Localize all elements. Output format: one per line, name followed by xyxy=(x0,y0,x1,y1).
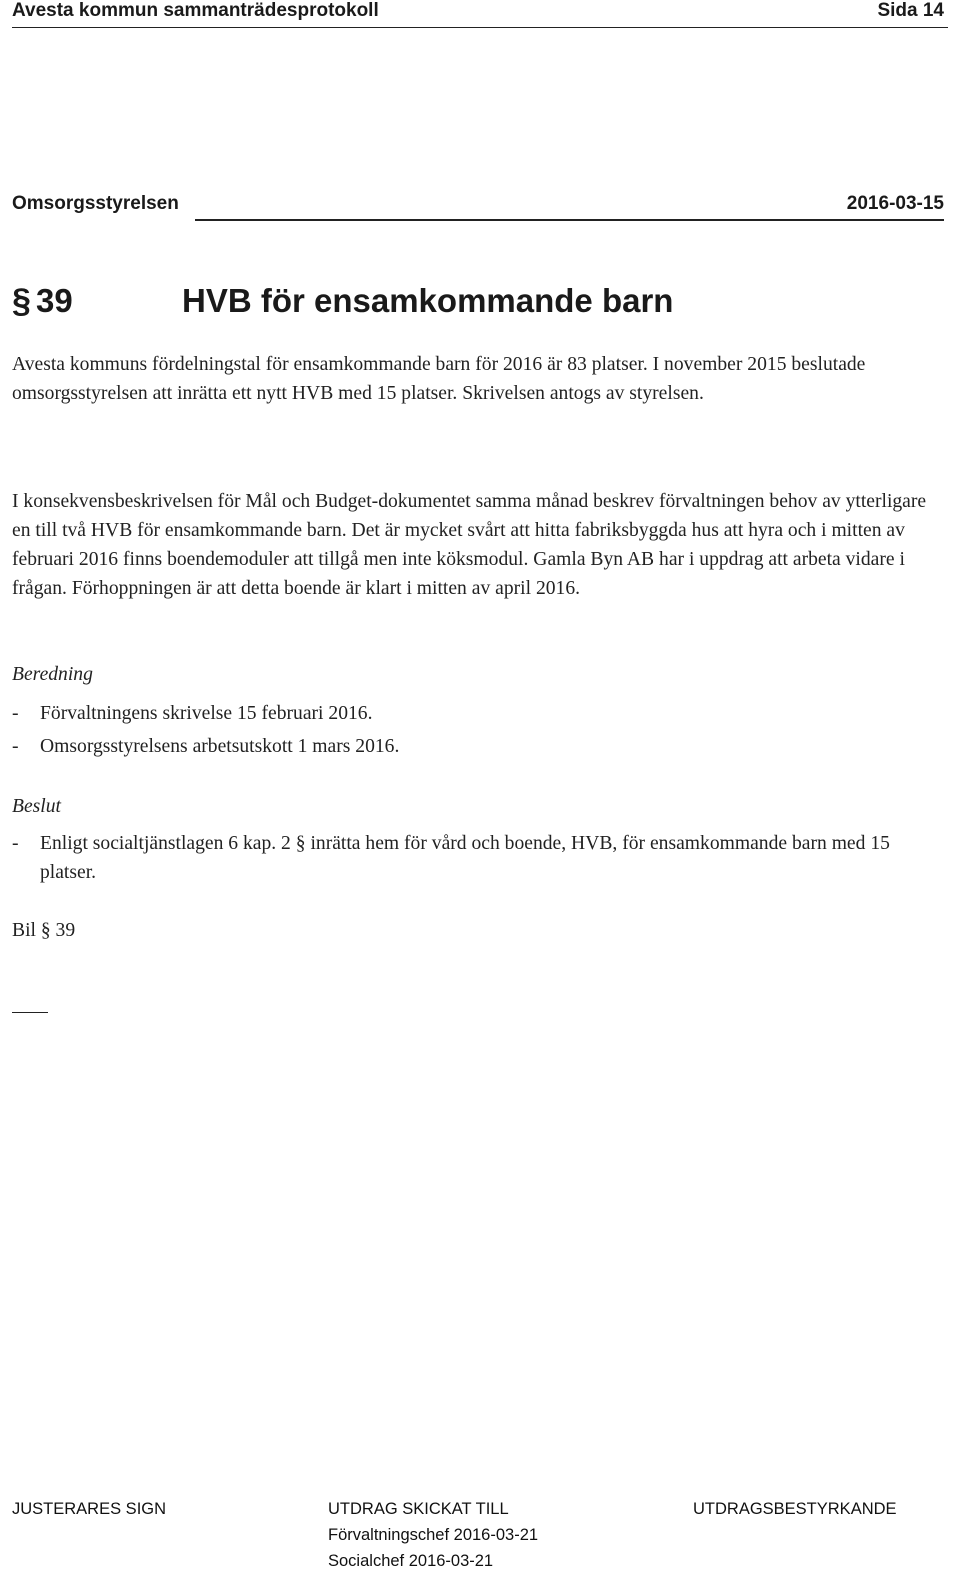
signature-line xyxy=(12,1012,48,1013)
document-header-title: Avesta kommun sammanträdesprotokoll xyxy=(12,0,379,21)
list-item xyxy=(12,732,942,761)
beredning-item-1: Förvaltningens skrivelse 15 februari 2016. xyxy=(40,703,373,724)
list-dash: - xyxy=(12,736,19,757)
body-paragraph-1: Avesta kommuns fördelningstal för ensamkommande barn för 2016 är 83 platser. I november 2015 beslutade omsorgsstyrelsen att inrätta ett nytt HVB med 15 platser. Skrivelsen antogs av styrelsen. xyxy=(12,354,866,404)
footer-justeras xyxy=(12,1496,166,1522)
paragraph-sign: § xyxy=(12,282,31,320)
page-number: Sida 14 xyxy=(877,0,944,21)
footer-utdrag-label: UTDRAG SKICKAT TILL xyxy=(328,1500,509,1518)
list-dash: - xyxy=(12,703,19,724)
header-divider xyxy=(12,27,948,28)
list-item xyxy=(12,699,942,728)
list-item xyxy=(12,829,942,887)
footer-justeras-label: JUSTERARES SIGN xyxy=(12,1500,167,1518)
beslut-label: Beslut xyxy=(12,796,61,817)
attachment-reference: Bil § 39 xyxy=(12,920,76,941)
body-paragraph-2: I konsekvensbeskrivelsen för Mål och Budget-dokumentet samma månad beskrev förvaltningen behov av ytterligare en till två HVB för ensamkommande barn. Det är mycket svårt att hitta fabriksbyggda hus att hyra och i mitten av februari 2016 finns boendemoduler att tillgå men inte köksmodul. Gamla Byn AB har i uppdrag att arbeta vidare i frågan. Förhoppningen är att detta boende är klart i mitten av april 2016. xyxy=(12,491,927,599)
paragraph-title: HVB för ensamkommande barn xyxy=(182,282,674,319)
footer-bestyrkande xyxy=(693,1496,897,1522)
footer-utdrag xyxy=(328,1496,538,1574)
committee-name: Omsorgsstyrelsen xyxy=(12,193,179,214)
beredning-label: Beredning xyxy=(12,664,93,685)
paragraph-number: 39 xyxy=(36,282,73,319)
beslut-list xyxy=(12,829,942,887)
list-dash: - xyxy=(12,833,19,854)
footer-recipient-2: Socialchef 2016-03-21 xyxy=(328,1552,494,1570)
footer-recipient-1: Förvaltningschef 2016-03-21 xyxy=(328,1526,539,1544)
beslut-item-1: Enligt socialtjänstlagen 6 kap. 2 § inrätta hem för vård och boende, HVB, för ensamkommande barn med 15 platser. xyxy=(40,833,890,883)
committee-divider xyxy=(195,219,944,221)
paragraph-heading xyxy=(12,282,673,321)
beredning-list xyxy=(12,699,942,765)
beredning-item-2: Omsorgsstyrelsens arbetsutskott 1 mars 2016. xyxy=(40,736,400,757)
footer-bestyrkande-label: UTDRAGSBESTYRKANDE xyxy=(693,1500,897,1518)
meeting-date: 2016-03-15 xyxy=(846,193,944,214)
